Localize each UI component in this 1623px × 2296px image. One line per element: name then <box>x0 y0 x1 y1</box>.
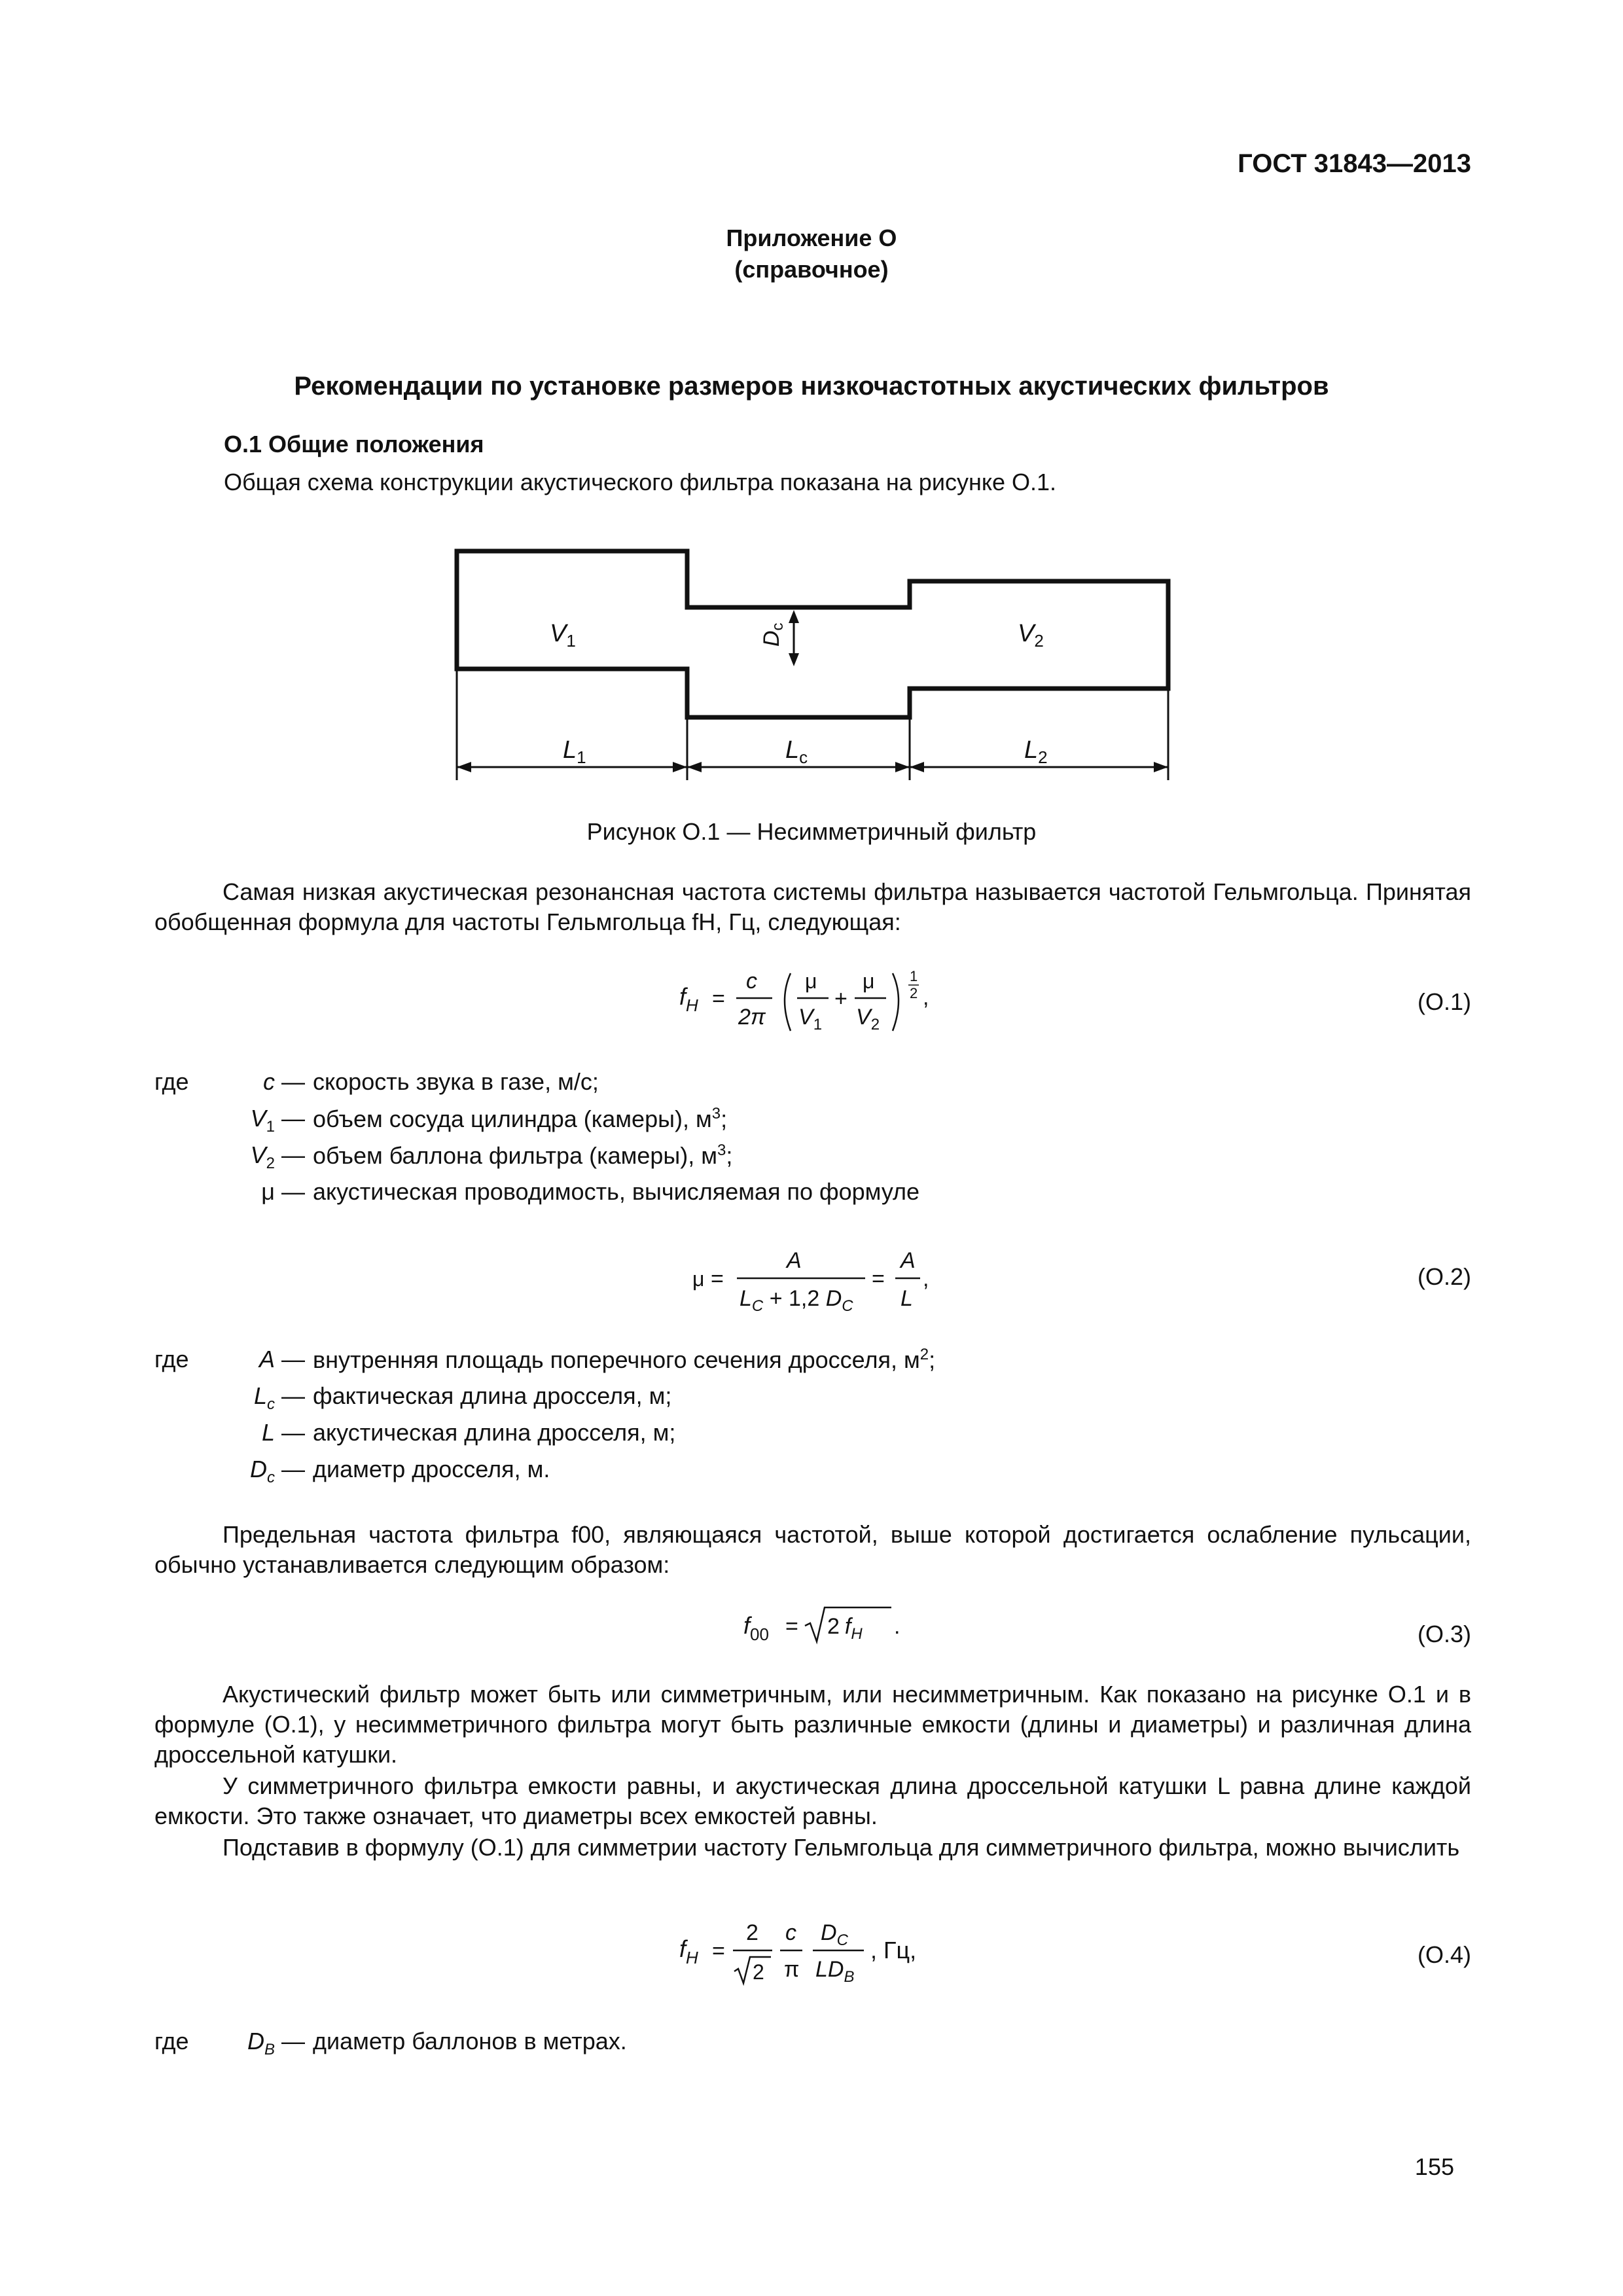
v2-label: $V_2$ <box>1018 620 1044 651</box>
filter-diagram <box>432 537 1191 798</box>
svg-text:π: π <box>784 1957 800 1982</box>
section-intro: Общая схема конструкции акустического фильтра показана на рисунке О.1. <box>224 469 1057 495</box>
svg-text:μ: μ <box>863 969 875 993</box>
where-label-2: где <box>154 1346 189 1372</box>
equation-o2 <box>687 1240 975 1325</box>
annex-line-1: Приложение О <box>726 224 897 251</box>
svg-text:μ: μ <box>692 1267 705 1291</box>
where-symbol: $V_1$ <box>250 1105 275 1136</box>
where-symbol: c <box>263 1068 275 1095</box>
arrow-lc-left <box>687 762 702 772</box>
svg-text:2π: 2π <box>738 1005 766 1030</box>
svg-text:,: , <box>923 985 929 1010</box>
svg-text:c: c <box>785 1920 796 1945</box>
svg-text:f00: $f_{00}$ <box>743 1612 769 1644</box>
equation-o3 <box>740 1604 910 1656</box>
svg-text:2: 2 <box>746 1920 758 1945</box>
where-symbol: $V_2$ <box>250 1141 275 1173</box>
svg-text:c: c <box>746 969 757 994</box>
annex-line-2: (справочное) <box>734 256 889 283</box>
equation-o4 <box>674 1911 949 1996</box>
figure-caption: Рисунок О.1 — Несимметричный фильтр <box>586 818 1037 845</box>
equation-o1 <box>674 959 949 1044</box>
arrow-l2-right <box>1154 762 1168 772</box>
equation-number-o2: (О.2) <box>1417 1263 1471 1290</box>
where-symbol: L <box>261 1419 275 1446</box>
svg-text:=: = <box>712 986 725 1011</box>
svg-text:L: L <box>901 1286 913 1311</box>
l2-label: $L_2$ <box>1024 736 1048 767</box>
where-label-1: где <box>154 1068 189 1095</box>
arrow-l1-left <box>457 762 471 772</box>
svg-text:, Гц,: , Гц, <box>870 1937 917 1964</box>
svg-text:LC + 1,2 DC: $L_C + 1,2$ $D_C$ <box>740 1286 853 1315</box>
svg-text:V2: $V_2$ <box>856 1005 880 1033</box>
paragraph-5: Подставив в формулу (О.1) для симметрии частоту Гельмгольца для симметричного фильтра, можно вычислить <box>223 1834 1460 1861</box>
svg-text:2fH: 2 $f_H$ <box>827 1614 863 1643</box>
svg-text:=: = <box>712 1939 725 1964</box>
svg-text:1: 1 <box>910 968 918 984</box>
where-symbol: μ <box>261 1178 275 1205</box>
where-symbol: $D_c$ <box>250 1456 275 1487</box>
svg-text:=: = <box>785 1614 798 1639</box>
where-symbol: A <box>259 1346 275 1372</box>
svg-text:,: , <box>923 1266 929 1291</box>
svg-text:+: + <box>834 986 847 1011</box>
paragraph-1: Самая низкая акустическая резонансная частота системы фильтра называется частотой Гельмгольца. Принятая обобщенная формула для частоты Гельмгольца fH, Гц, следующая: <box>154 878 1471 935</box>
arrow-l1-right <box>673 762 687 772</box>
svg-text:A: A <box>901 1248 916 1273</box>
equation-number-o4: (О.4) <box>1417 1941 1471 1968</box>
document-code: ГОСТ 31843—2013 <box>1238 149 1471 178</box>
svg-text:V1: $V_1$ <box>798 1005 823 1033</box>
svg-text:fH: $f_H$ <box>679 1935 698 1967</box>
section-title: О.1 Общие положения <box>224 431 484 457</box>
arrow-l2-left <box>910 762 924 772</box>
svg-text:2: 2 <box>910 985 918 1001</box>
paragraph-2: Предельная частота фильтра f00, являющаяся частотой, выше которой достигается ослабление пульсации, обычно устанавливается следующим образом: <box>154 1521 1471 1578</box>
paragraph-4: У симметричного фильтра емкости равны, и акустическая длина дроссельной катушки L равна длине каждой емкости. Это также означает, что диаметры всех емкостей равны. <box>154 1772 1471 1829</box>
svg-text:=: = <box>872 1266 885 1291</box>
paragraph-3: Акустический фильтр может быть или симметричным, или несимметричным. Как показано на рисунке О.1 и в формуле (О.1), у несимметричного фильтра могут быть различные емкости (длины и диаметры) и различная длина дроссельной катушки. <box>154 1681 1471 1768</box>
arrow-lc-right <box>895 762 910 772</box>
svg-text:2: 2 <box>753 1960 764 1984</box>
equation-number-o1: (О.1) <box>1417 988 1471 1015</box>
svg-text:μ: μ <box>805 969 817 993</box>
svg-text:A: A <box>787 1248 802 1273</box>
svg-text:.: . <box>894 1614 901 1639</box>
annex-title: Рекомендации по установке размеров низкочастотных акустических фильтров <box>294 372 1329 401</box>
annex-heading <box>0 223 1623 285</box>
where-symbol: $L_c$ <box>253 1382 275 1414</box>
where-symbol: $D_B$ <box>247 2028 275 2059</box>
svg-text:DC: $D_C$ <box>821 1920 848 1949</box>
lc-label: $L_c$ <box>785 736 808 767</box>
dc-arrow-bottom <box>789 653 799 666</box>
dc-label: Dc <box>759 622 787 647</box>
page-number: 155 <box>1414 2153 1454 2180</box>
svg-text:LDB: $LD_B$ <box>815 1957 855 1986</box>
dc-arrow-top <box>789 610 799 623</box>
where-label-3: где <box>154 2028 189 2054</box>
l1-label: $L_1$ <box>563 736 586 767</box>
equation-number-o3: (О.3) <box>1417 1621 1471 1647</box>
svg-text:=: = <box>711 1266 724 1291</box>
svg-text:fH: $f_H$ <box>679 983 698 1015</box>
v1-label: $V_1$ <box>550 620 576 651</box>
